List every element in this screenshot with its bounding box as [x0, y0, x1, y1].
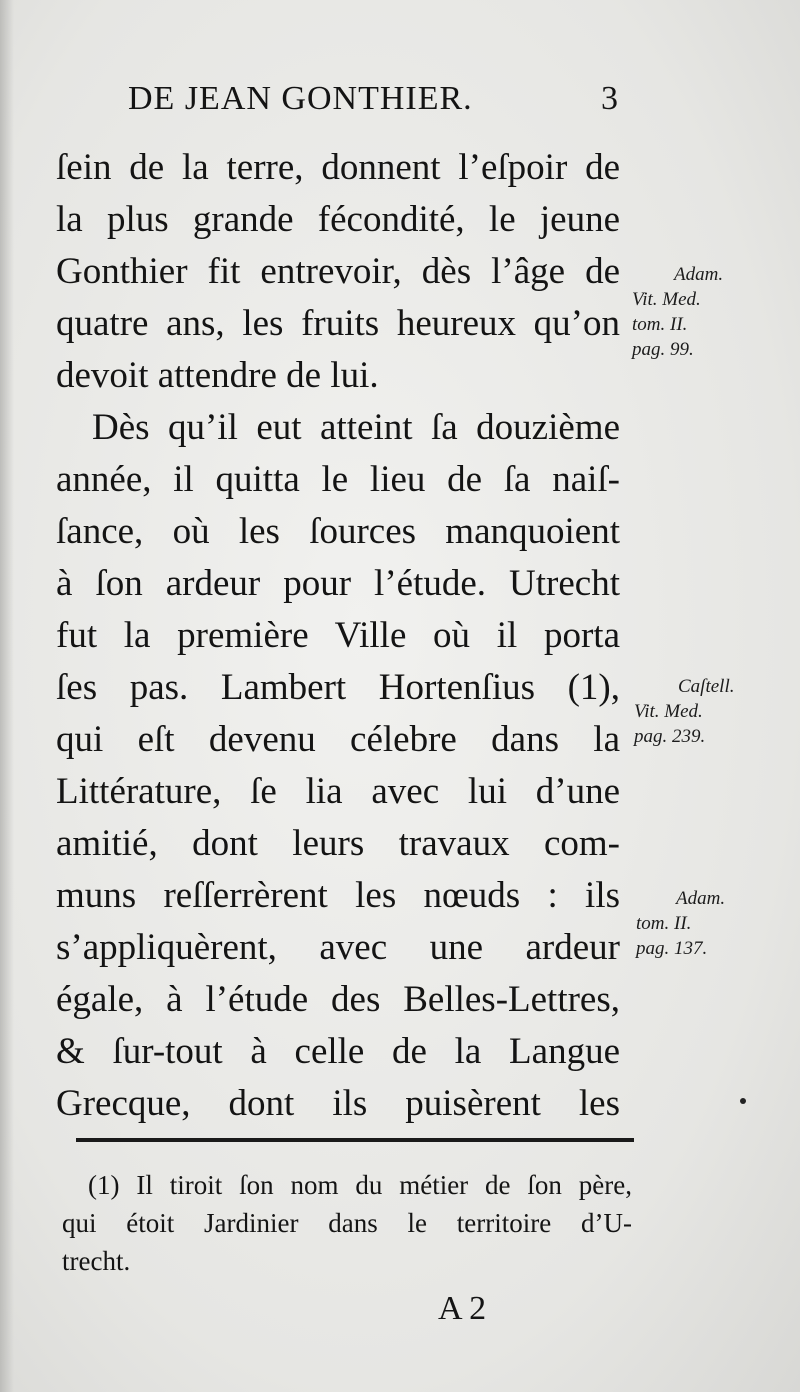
margin-note-line: Vit. Med.: [632, 289, 701, 310]
text-line: à ſon ardeur pour l’étude. Utrecht: [56, 563, 620, 604]
margin-note-line: pag. 239.: [634, 726, 706, 747]
text-line: ſance, où les ſources manquoient: [56, 511, 620, 552]
text-line: ſein de la terre, donnent l’eſpoir de: [56, 147, 620, 188]
text-line: qui eſt devenu célebre dans la: [56, 719, 620, 760]
text-line: quatre ans, les fruits heureux qu’on: [56, 303, 620, 344]
running-head: DE JEAN GONTHIER.: [128, 80, 473, 117]
footnote-line: trecht.: [62, 1246, 131, 1276]
text-line: amitié, dont leurs travaux com-: [56, 823, 620, 864]
margin-note-line: Vit. Med.: [634, 701, 703, 722]
footnote-rule: [76, 1138, 634, 1142]
page-header: [128, 80, 618, 130]
text-line: égale, à l’étude des Belles-Lettres,: [56, 979, 620, 1020]
footnote: [62, 1166, 632, 1280]
margin-note-adam-99: [632, 262, 723, 362]
page-gutter-shadow: [0, 0, 14, 1392]
margin-note-line: Caſtell.: [678, 676, 735, 697]
footnote-line: qui étoit Jardinier dans le territoire d’U-: [62, 1208, 632, 1238]
text-line: devoit attendre de lui.: [56, 355, 379, 396]
text-line: Gonthier fit entrevoir, dès l’âge de: [56, 251, 620, 292]
text-line: & ſur-tout à celle de la Langue: [56, 1031, 620, 1072]
text-line: ſes pas. Lambert Hortenſius (1),: [56, 667, 620, 708]
ink-speck: [740, 1098, 746, 1104]
text-line: muns reſſerrèrent les nœuds : ils: [56, 875, 620, 916]
text-line: la plus grande fécondité, le jeune: [56, 199, 620, 240]
text-line: Littérature, ſe lia avec lui d’une: [56, 771, 620, 812]
margin-note-castell-239: [634, 674, 734, 749]
footnote-line: (1) Il tiroit ſon nom du métier de ſon père,: [88, 1170, 632, 1200]
text-line: Grecque, dont ils puisèrent les: [56, 1083, 620, 1124]
body-text: [56, 142, 620, 1130]
signature-mark: A 2: [438, 1290, 487, 1327]
text-line: année, il quitta le lieu de ſa naiſ-: [56, 459, 620, 500]
text-line: fut la première Ville où il porta: [56, 615, 620, 656]
margin-note-line: tom. II.: [636, 913, 692, 934]
margin-note-line: Adam.: [676, 888, 726, 909]
margin-note-line: Adam.: [674, 264, 724, 285]
margin-note-line: pag. 137.: [636, 938, 708, 959]
page-number: 3: [601, 80, 618, 117]
margin-note-adam-137: [636, 886, 725, 961]
text-line: s’appliquèrent, avec une ardeur: [56, 927, 620, 968]
margin-note-line: tom. II.: [632, 314, 688, 335]
text-line: Dès qu’il eut atteint ſa douzième: [92, 407, 620, 448]
margin-note-line: pag. 99.: [632, 339, 694, 360]
